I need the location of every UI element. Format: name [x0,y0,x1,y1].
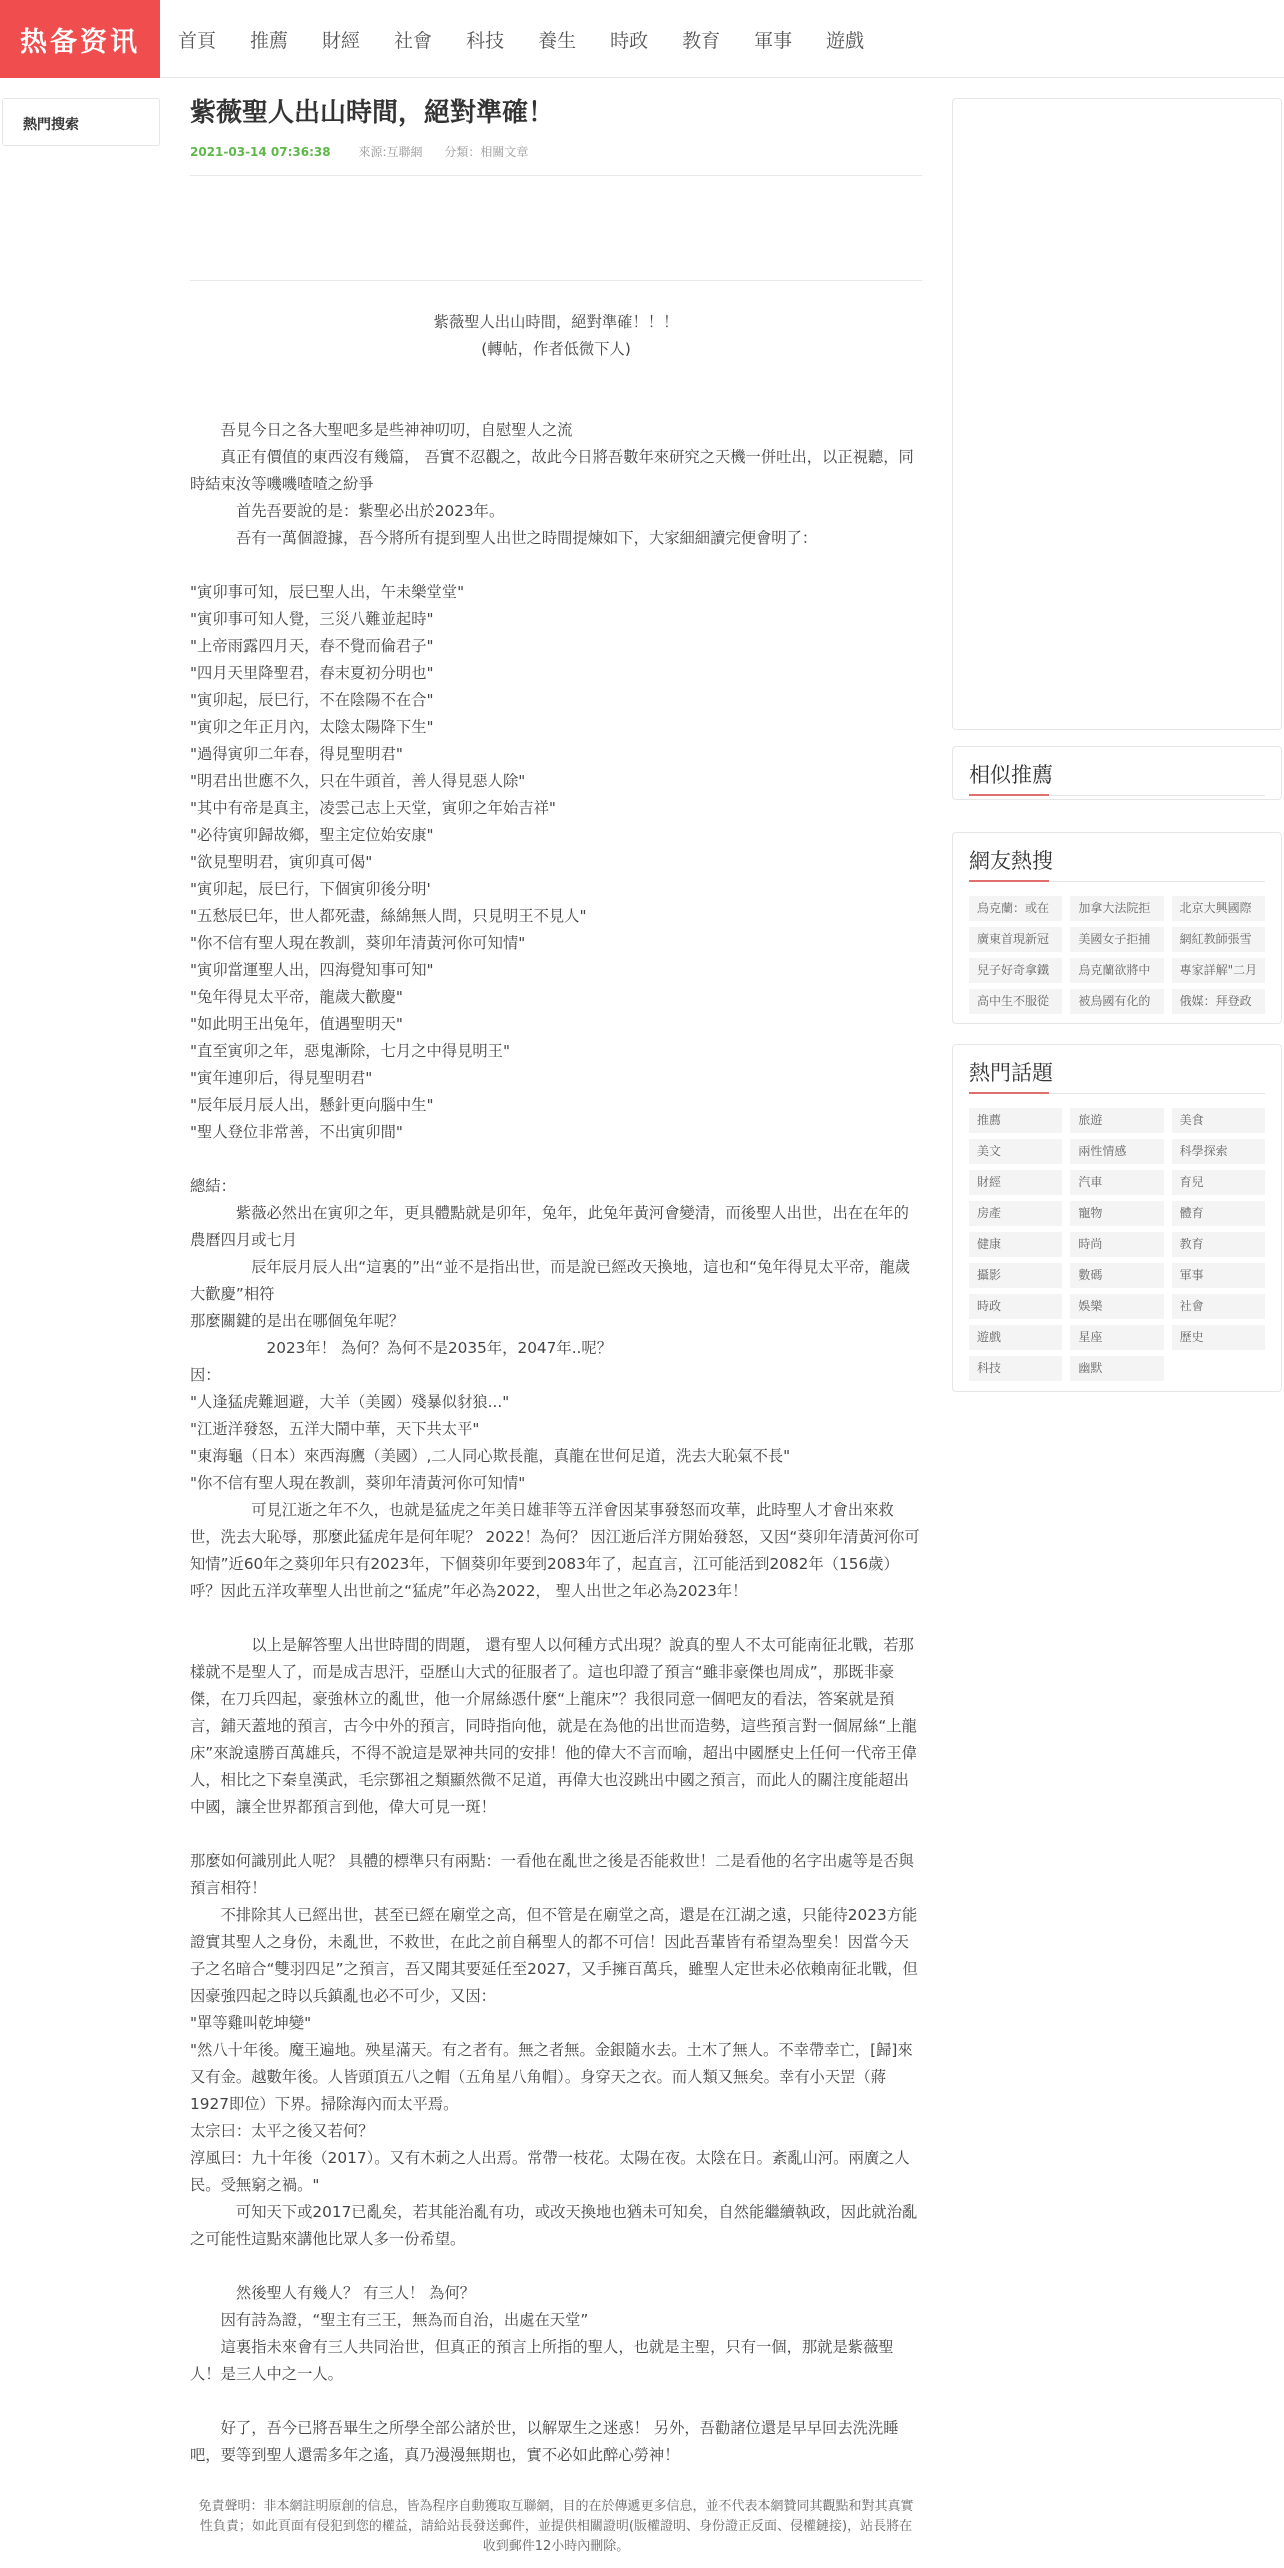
hot-topic-tag[interactable]: 財經 [969,1170,1062,1195]
article-paragraph: "其中有帝是真主，凌雲己志上天堂，寅卯之年始吉祥" [190,799,556,817]
hot-topic-tag[interactable]: 娛樂 [1070,1294,1163,1319]
disclaimer: 免責聲明：非本網註明原創的信息，皆為程序自動獲取互聯網，目的在於傳遞更多信息，並不代表本網贊同其觀點和對其真實性負責；如此頁面有侵犯到您的權益，請給站長發送郵件，並提供相關證明(版權證明、身份證正反面、侵權鏈接)，站長將在收到郵件12小時內刪除。 [198,2499,914,2554]
blank-line [190,1821,922,1848]
article-paragraph: 這裏指未來會有三人共同治世，但真正的預言上所指的聖人，也就是主聖，只有一個，那就是紫薇聖人！是三人中之一人。 [190,2338,894,2383]
ad-divider [190,280,922,281]
article-paragraph: "欲見聖明君，寅卯真可偈" [190,853,373,871]
hot-search-tag[interactable]: 廣東首現新冠 [969,927,1062,952]
hot-search-box[interactable] [2,98,160,146]
hot-topic-tag[interactable]: 旅遊 [1070,1108,1163,1133]
hot-topic-tag[interactable]: 推薦 [969,1108,1062,1133]
article-title: 紫薇聖人出山時間，絕對準確！ [190,98,555,128]
hot-topic-tag[interactable]: 星座 [1070,1325,1163,1350]
article-paragraph: 那麼如何識別此人呢？ 具體的標準只有兩點：一看他在亂世之後是否能救世！二是看他的名字出處等是否與預言相符！ [190,1852,914,1897]
article-paragraph: 因有詩為證，“聖主有三王，無為而自治，出處在天堂” [190,2311,589,2329]
article-paragraph: "寅卯事可知，辰巳聖人出，午未樂堂堂" [190,583,465,601]
article-paragraph: 吾有一萬個證據，吾今將所有提到聖人出世之時間提煉如下，大家細細讀完便會明了： [190,529,818,547]
hot-topic-tag[interactable]: 時尚 [1070,1232,1163,1257]
meta-divider [190,175,922,176]
hot-topics-panel [952,1044,1282,1392]
hot-search-tag[interactable]: 高中生不服從 [969,989,1062,1014]
nav-item-recommend[interactable]: 推薦 [250,29,289,52]
hot-topic-tag[interactable]: 美食 [1172,1108,1265,1133]
nav-item-games[interactable]: 遊戲 [826,29,865,52]
hot-topic-tag[interactable]: 教育 [1172,1232,1265,1257]
article-paragraph: "上帝雨露四月天，春不覺而倫君子" [190,637,434,655]
article-paragraph: "單等雞叫乾坤變" [190,2014,312,2032]
nav-item-society[interactable]: 社會 [394,29,433,52]
article-paragraph: "江逝洋發怒，五洋大鬧中華，天下共太平" [190,1420,480,1438]
hot-search-panel [952,832,1282,1024]
hot-topic-tag[interactable]: 軍事 [1172,1263,1265,1288]
blank-line [190,2253,922,2280]
article-paragraph: "然八十年後。魔王遍地。殃星滿天。有之者有。無之者無。金銀隨水去。土木了無人。不幸帶幸亡，[歸]來又有金。越數年後。人皆頭頂五八之帽（五角星八角帽）。身穿天之衣。而人類又無矣。幸有小天罡（蔣1927即位）下界。掃除海內而太平焉。 [190,2041,913,2113]
article-paragraph: "寅卯當運聖人出，四海覺知事可知" [190,961,434,979]
hot-search-tag[interactable]: 北京大興國際 [1172,896,1265,921]
article-paragraph: "寅卯起，辰巳行，不在陰陽不在合" [190,691,434,709]
blank-line [190,390,922,417]
article-date: 2021-03-14 07:36:38 [190,145,331,159]
hot-search-tag[interactable]: 俄媒：拜登政 [1172,989,1265,1014]
article-paragraph: "人逢猛虎難迴避，大羊（美國）殘暴似豺狼..." [190,1393,510,1411]
article-paragraph: 好了，吾今已將吾畢生之所學全部公諸於世，以解眾生之迷惑！ 另外，吾勸諸位還是早早回去洗洗睡吧，要等到聖人還需多年之遙，真乃漫漫無期也，實不必如此醉心勞神！ [190,2419,899,2464]
article-paragraph: "寅卯起，辰巳行，下個寅卯後分明' [190,880,431,898]
hot-search-title: 網友熱搜 [969,847,1265,882]
article-paragraph: "四月天里降聖君，春末夏初分明也" [190,664,434,682]
hot-topic-tag[interactable]: 科技 [969,1356,1062,1381]
article-paragraph: 然後聖人有幾人？ 有三人！ 為何？ [190,2284,476,2302]
hot-topic-tag[interactable]: 數碼 [1070,1263,1163,1288]
hot-search-tag[interactable]: 兒子好奇拿鐵 [969,958,1062,983]
article-paragraph: "東海龜（日本）來西海鷹（美國）,二人同心欺長龍，真龍在世何足道，洗去大恥氣不長" [190,1447,791,1465]
nav-item-education[interactable]: 教育 [682,29,721,52]
hot-topic-tag[interactable]: 房產 [969,1201,1062,1226]
blank-line [190,1146,922,1173]
hot-search-tag[interactable]: 網紅教師張雪 [1172,927,1265,952]
hot-search-tag[interactable]: 被烏國有化的 [1070,989,1163,1014]
article-paragraph: "你不信有聖人現在教訓，葵卯年清黃河你可知情" [190,934,526,952]
nav-item-military[interactable]: 軍事 [754,29,793,52]
article-paragraph: "直至寅卯之年，惡鬼漸除，七月之中得見明王" [190,1042,511,1060]
hot-topic-tag[interactable]: 科學探索 [1172,1139,1265,1164]
site-logo[interactable]: 热备资讯 [0,0,160,78]
hot-topic-tag[interactable]: 體育 [1172,1201,1265,1226]
blank-line [190,1605,922,1632]
hot-search-tag[interactable]: 烏克蘭欲將中 [1070,958,1163,983]
article-paragraph: (轉帖，作者低微下人) [481,340,631,358]
hot-search-tag[interactable]: 加拿大法院拒 [1070,896,1163,921]
article-paragraph: "聖人登位非常善，不出寅卯間" [190,1123,403,1141]
article-paragraph: "寅卯之年正月內，太陰太陽降下生" [190,718,434,736]
article-paragraph: 紫薇必然出在寅卯之年，更具體點就是卯年，兔年，此兔年黃河會變清，而後聖人出世，出在在年的農曆四月或七月 [190,1204,909,1249]
article-paragraph: 淳風曰：九十年後（2017）。又有木莿之人出焉。常帶一枝花。太陽在夜。太陰在日。紊亂山河。兩廣之人民。受無窮之禍。" [190,2149,910,2194]
article-paragraph: "寅卯事可知人覺，三災八難並起時" [190,610,434,628]
ad-placeholder [952,98,1282,730]
article-paragraph: 2023年！ 為何？為何不是2035年，2047年..呢？ [190,1339,613,1357]
nav-item-tech[interactable]: 科技 [466,29,505,52]
nav-item-home[interactable]: 首頁 [178,29,217,52]
blank-line [190,552,922,579]
article-paragraph: "兔年得見太平帝，龍歲大歡慶" [190,988,403,1006]
article-meta [190,143,922,163]
article-paragraph: 因： [190,1366,221,1384]
hot-topic-tag[interactable]: 社會 [1172,1294,1265,1319]
article-body [190,309,922,2469]
nav-item-politics[interactable]: 時政 [610,29,649,52]
hot-topics-tags [969,1108,1265,1381]
article-paragraph: 辰年辰月辰人出“這裏的”出“並不是指出世，而是說已經改天換地，這也和“兔年得見太平帝，龍歲大歡慶”相符 [190,1258,911,1303]
hot-search-tags [969,896,1265,1014]
article-category[interactable]: 分類：相關文章 [444,145,529,159]
main-nav [178,0,898,78]
article-paragraph: 可知天下或2017已亂矣，若其能治亂有功，或改天換地也猶未可知矣，自然能繼續執政，因此就治亂之可能性這點來講他比眾人多一份希望。 [190,2203,918,2248]
nav-item-health[interactable]: 養生 [538,29,577,52]
article-container [190,95,922,2557]
article-paragraph: 太宗曰：太平之後又若何？ [190,2122,374,2140]
article-paragraph: "明君出世應不久，只在牛頭首，善人得見惡人除" [190,772,526,790]
article-paragraph: 不排除其人已經出世，甚至已經在廟堂之高，但不管是在廟堂之高，還是在江湖之遠，只能待2023方能證實其聖人之身份，未亂世，不救世，在此之前自稱聖人的都不可信！因此吾輩皆有希望為聖矣！因當今天子之名暗合“雙羽四足”之預言，吾又聞其要延任至2027，又手擁百萬兵，雖聖人定世未必依賴南征北戰，但因豪強四起之時以兵鎮亂也必不可少，又因： [190,1906,918,2005]
hot-topic-tag[interactable]: 兩性情感 [1070,1139,1163,1164]
article-paragraph: 真正有價值的東西沒有幾篇， 吾實不忍觀之，故此今日將吾數年來研究之天機一併吐出，以正視聽，同時結束汝等嘰嘰喳喳之紛爭 [190,448,914,493]
article-paragraph: 吾見今日之各大聖吧多是些神神叨叨，自慰聖人之流 [190,421,573,439]
hot-topic-tag[interactable]: 美文 [969,1139,1062,1164]
hot-topic-tag[interactable]: 幽默 [1070,1356,1163,1381]
hot-topic-tag[interactable]: 歷史 [1172,1325,1265,1350]
hot-search-label: 熱門搜索 [23,117,79,133]
hot-search-tag[interactable]: 美國女子拒捕 [1070,927,1163,952]
similar-recommend-panel [952,746,1282,800]
hot-topic-tag[interactable]: 健康 [969,1232,1062,1257]
hot-topic-tag[interactable]: 寵物 [1070,1201,1163,1226]
article-paragraph: 總結： [190,1177,236,1195]
hot-topic-tag[interactable]: 時政 [969,1294,1062,1319]
blank-line [190,363,922,390]
article-paragraph: "辰年辰月辰人出，懸針更向腦中生" [190,1096,434,1114]
article-paragraph: "過得寅卯二年春，得見聖明君" [190,745,403,763]
article-paragraph: "你不信有聖人現在教訓，葵卯年清黃河你可知情" [190,1474,526,1492]
article-paragraph: 以上是解答聖人出世時間的問題， 還有聖人以何種方式出現？說真的聖人不太可能南征北戰，若那樣就不是聖人了，而是成吉思汗，亞歷山大式的征服者了。這也印證了預言“雖非豪傑也周成”，那既非豪傑，在刀兵四起，豪強林立的亂世，他一介屌絲憑什麼“上龍床”？我很同意一個吧友的看法，答案就是預言，鋪天蓋地的預言，古今中外的預言，同時指向他，就是在為他的出世而造勢，這些預言對一個屌絲“上龍床”來說遠勝百萬雄兵，不得不說這是眾神共同的安排！他的偉大不言而喻，超出中國歷史上任何一代帝王偉人，相比之下秦皇漢武，毛宗鄧祖之類顯然微不足道，再偉大也沒跳出中國之預言，而此人的關注度能超出中國，讓全世界都預言到他，偉大可見一斑！ [190,1636,917,1816]
article-paragraph: 可見江逝之年不久，也就是猛虎之年美日雄菲等五洋會因某事發怒而攻華，此時聖人才會出來救世，洗去大恥辱，那麼此猛虎年是何年呢？ 2022！為何？ 因江逝后洋方開始發怒，又因“葵卯年清黃河你可知情”近60年之葵卯年只有2023年，下個葵卯年要到2083年了，起直言，江可能活到2082年（156歲）呼？因此五洋攻華聖人出世前之“猛虎”年必為2022， 聖人出世之年必為2023年！ [190,1501,920,1600]
similar-recommend-title: 相似推薦 [969,761,1265,796]
article-paragraph: "必待寅卯歸故鄉，聖主定位始安康" [190,826,434,844]
site-header [0,0,1284,78]
article-paragraph: 首先吾要說的是：紫聖必出於2023年。 [190,502,505,520]
article-paragraph: "寅年連卯后，得見聖明君" [190,1069,373,1087]
article-paragraph: 那麼關鍵的是出在哪個兔年呢？ [190,1312,405,1330]
article-paragraph: 紫薇聖人出山時間，絕對準確！！！ [433,313,679,331]
hot-search-tag[interactable]: 專家詳解"二月 [1172,958,1265,983]
article-paragraph: "五愁辰巳年，世人都死盡，絲綿無人問，只見明王不見人" [190,907,587,925]
blank-line [190,2388,922,2415]
article-paragraph: "如此明王出兔年，值遇聖明天" [190,1015,403,1033]
nav-item-finance[interactable]: 財經 [322,29,361,52]
hot-topic-tag[interactable]: 遊戲 [969,1325,1062,1350]
hot-search-tag[interactable]: 烏克蘭：或在 [969,896,1062,921]
hot-topic-tag[interactable]: 汽車 [1070,1170,1163,1195]
article-source: 來源:互聯網 [358,145,423,159]
hot-topic-tag[interactable]: 育兒 [1172,1170,1265,1195]
hot-topics-title: 熱門話題 [969,1059,1265,1094]
hot-topic-tag[interactable]: 攝影 [969,1263,1062,1288]
